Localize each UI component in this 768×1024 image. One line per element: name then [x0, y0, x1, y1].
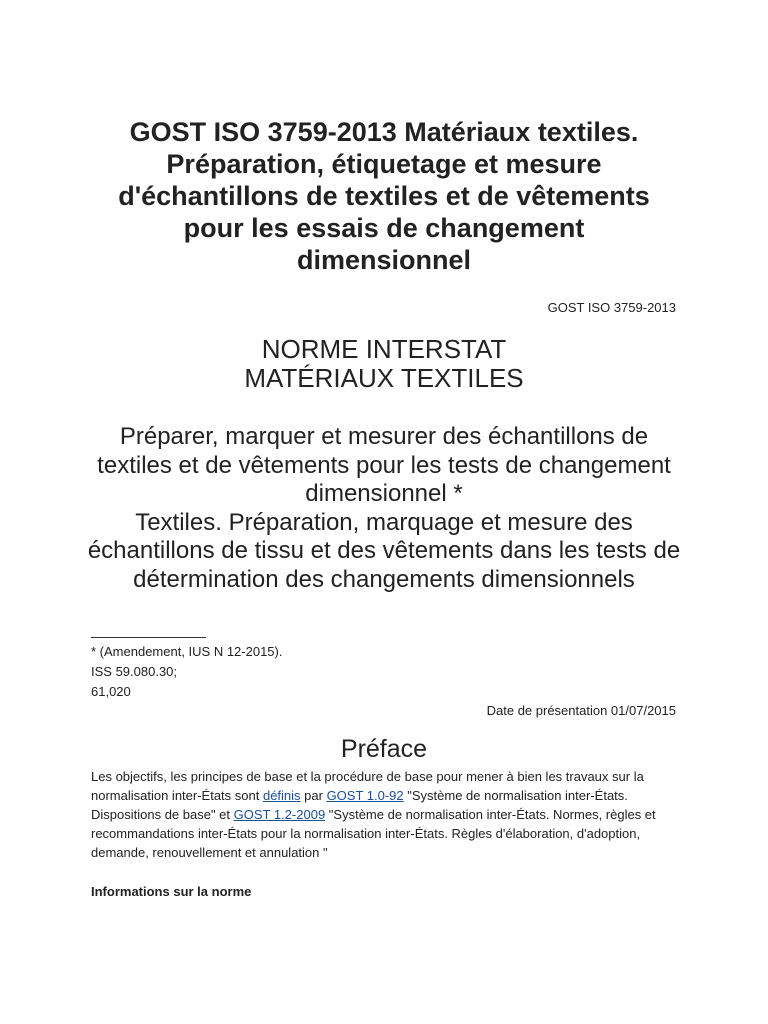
preface-text-2: par — [300, 788, 327, 803]
subtitle-french: Préparer, marquer et mesurer des échantillons de textiles et de vêtements pour les tests de changement dimensionnel * — [97, 423, 671, 507]
subtitle-translated: Textiles. Préparation, marquage et mesure des échantillons de tissu et des vêtements dans les tests de détermination des changements dimensionnels — [87, 508, 681, 593]
info-heading: Informations sur la norme — [91, 884, 252, 899]
preface-text-1: Les objectifs, les principes de base et la procédure de base pour mener à bien les travaux sur la normalisation inter-États sont — [91, 769, 644, 803]
iss-code-2: 61,020 — [91, 684, 131, 699]
footnote-amendment: * (Amendement, IUS N 12-2015). — [91, 644, 283, 659]
standard-code: GOST ISO 3759-2013 — [547, 300, 676, 315]
preface-title: Préface — [340, 735, 428, 763]
preface-text-3: "Système de normalisation inter-États. Dispositions de base" et — [91, 788, 628, 822]
iss-code-1: ISS 59.080.30; — [91, 664, 178, 679]
link-gost-1-0-92[interactable]: GOST 1.0-92 — [326, 788, 404, 803]
preface-text-4: "Système de normalisation inter-États. Normes, règles et recommandations inter-États pour la normalisation inter-États. Règles d'élaboration, d'adoption, demande, renouvellement et annulation " — [91, 807, 656, 860]
standard-heading — [0, 335, 768, 393]
presentation-date: Date de présentation 01/07/2015 — [486, 703, 676, 718]
standard-heading-line1: NORME INTERSTAT — [261, 334, 507, 364]
standard-subtitle — [84, 423, 684, 594]
preface-paragraph — [91, 767, 681, 862]
standard-heading-line2: MATÉRIAUX TEXTILES — [244, 363, 524, 393]
footnote-divider — [91, 637, 206, 638]
link-gost-1-2-2009[interactable]: GOST 1.2-2009 — [233, 807, 326, 822]
link-definis[interactable]: définis — [262, 788, 301, 803]
document-title: GOST ISO 3759-2013 Matériaux textiles. Préparation, étiquetage et mesure d'échantillons de textiles et de vêtements pour les essais de changement dimensionnel — [118, 117, 650, 275]
